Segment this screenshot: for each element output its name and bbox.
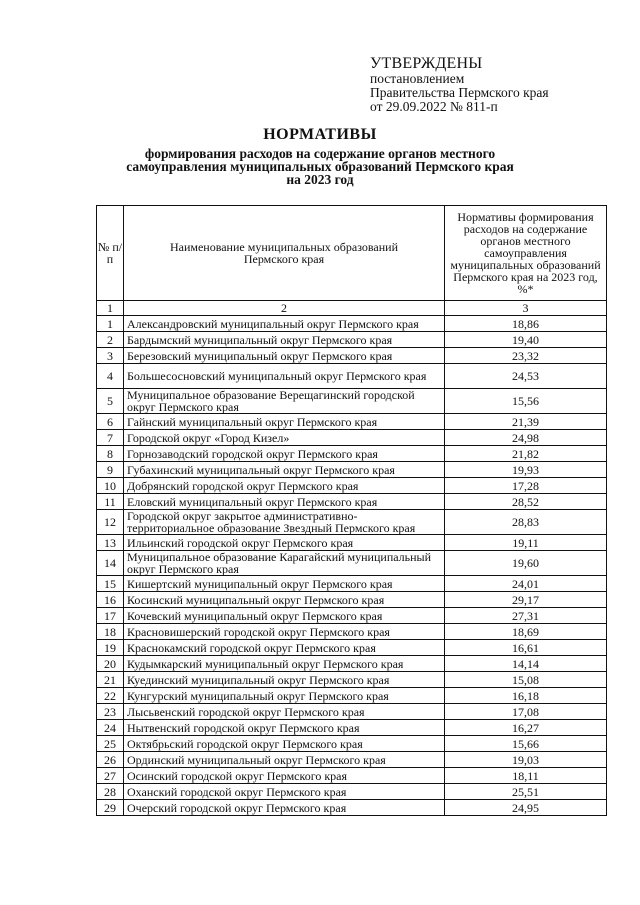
document-title: НОРМАТИВЫ — [263, 126, 377, 143]
row-number: 5 — [97, 389, 124, 414]
row-number: 9 — [97, 462, 124, 478]
norms-table — [96, 205, 607, 816]
row-value: 24,53 — [445, 364, 607, 389]
row-value: 19,03 — [445, 752, 607, 768]
row-number: 29 — [97, 800, 124, 816]
row-value: 16,27 — [445, 720, 607, 736]
row-number: 23 — [97, 704, 124, 720]
row-value: 28,83 — [445, 510, 607, 535]
row-value: 16,61 — [445, 640, 607, 656]
row-number: 3 — [97, 348, 124, 364]
row-value: 24,98 — [445, 430, 607, 446]
row-number: 27 — [97, 768, 124, 784]
row-value: 14,14 — [445, 656, 607, 672]
row-number: 15 — [97, 576, 124, 592]
row-number: 21 — [97, 672, 124, 688]
row-number: 1 — [97, 316, 124, 332]
row-value: 29,17 — [445, 592, 607, 608]
header-num: № п/п — [97, 206, 124, 301]
row-number: 14 — [97, 551, 124, 576]
row-municipality: Городской округ «Город Кизел» — [124, 430, 445, 446]
row-number: 19 — [97, 640, 124, 656]
row-municipality: Ординский муниципальный округ Пермского края — [124, 752, 445, 768]
row-value: 23,32 — [445, 348, 607, 364]
row-municipality: Бардымский муниципальный округ Пермского края — [124, 332, 445, 348]
table-row — [97, 414, 607, 430]
table-row — [97, 736, 607, 752]
row-municipality: Кочевский муниципальный округ Пермского края — [124, 608, 445, 624]
row-municipality: Еловский муниципальный округ Пермского края — [124, 494, 445, 510]
table-row — [97, 720, 607, 736]
row-value: 17,28 — [445, 478, 607, 494]
row-municipality: Кунгурский муниципальный округ Пермского края — [124, 688, 445, 704]
row-municipality: Муниципальное образование Верещагинский городской округ Пермского края — [124, 389, 445, 414]
table-row — [97, 688, 607, 704]
row-municipality: Гайнский муниципальный округ Пермского края — [124, 414, 445, 430]
row-value: 25,51 — [445, 784, 607, 800]
row-value: 18,69 — [445, 624, 607, 640]
row-municipality: Косинский муниципальный округ Пермского края — [124, 592, 445, 608]
table-row — [97, 752, 607, 768]
row-number: 12 — [97, 510, 124, 535]
row-municipality: Нытвенский городской округ Пермского края — [124, 720, 445, 736]
approval-date: от 29.09.2022 № 811-п — [370, 99, 498, 114]
row-value: 16,18 — [445, 688, 607, 704]
row-value: 15,56 — [445, 389, 607, 414]
approval-line: постановлением — [370, 71, 465, 86]
table-row — [97, 510, 607, 535]
row-value: 15,66 — [445, 736, 607, 752]
row-municipality: Кудымкарский муниципальный округ Пермского края — [124, 656, 445, 672]
row-municipality: Красновишерский городской округ Пермского края — [124, 624, 445, 640]
row-value: 21,39 — [445, 414, 607, 430]
table-row — [97, 624, 607, 640]
row-value: 18,86 — [445, 316, 607, 332]
row-number: 6 — [97, 414, 124, 430]
row-number: 13 — [97, 535, 124, 551]
table-row — [97, 494, 607, 510]
table-header-row — [97, 206, 607, 301]
table-row — [97, 608, 607, 624]
row-municipality: Муниципальное образование Карагайский муниципальный округ Пермского края — [124, 551, 445, 576]
column-index-row — [97, 301, 607, 316]
table-row — [97, 364, 607, 389]
row-municipality: Ильинский городской округ Пермского края — [124, 535, 445, 551]
row-number: 17 — [97, 608, 124, 624]
row-value: 19,40 — [445, 332, 607, 348]
row-number: 24 — [97, 720, 124, 736]
row-municipality: Кишертский муниципальный округ Пермского края — [124, 576, 445, 592]
row-value: 19,60 — [445, 551, 607, 576]
row-number: 20 — [97, 656, 124, 672]
table-row — [97, 784, 607, 800]
row-value: 15,08 — [445, 672, 607, 688]
row-municipality: Осинский городской округ Пермского края — [124, 768, 445, 784]
row-value: 24,01 — [445, 576, 607, 592]
row-value: 24,95 — [445, 800, 607, 816]
row-municipality: Александровский муниципальный округ Пермского края — [124, 316, 445, 332]
row-municipality: Куединский муниципальный округ Пермского края — [124, 672, 445, 688]
column-index: 2 — [124, 301, 445, 316]
row-number: 28 — [97, 784, 124, 800]
table-row — [97, 704, 607, 720]
row-number: 22 — [97, 688, 124, 704]
table-row — [97, 446, 607, 462]
row-number: 8 — [97, 446, 124, 462]
table-row — [97, 800, 607, 816]
row-number: 25 — [97, 736, 124, 752]
row-municipality: Лысьвенский городской округ Пермского края — [124, 704, 445, 720]
table-row — [97, 656, 607, 672]
row-number: 11 — [97, 494, 124, 510]
table-row — [97, 332, 607, 348]
row-municipality: Оханский городской округ Пермского края — [124, 784, 445, 800]
approval-block — [370, 56, 630, 114]
row-value: 19,93 — [445, 462, 607, 478]
subtitle-line: на 2023 год — [286, 172, 354, 187]
row-value: 21,82 — [445, 446, 607, 462]
header-name: Наименование муниципальных образований Пермского края — [124, 206, 445, 301]
row-value: 27,31 — [445, 608, 607, 624]
row-municipality: Березовский муниципальный округ Пермского края — [124, 348, 445, 364]
row-value: 17,08 — [445, 704, 607, 720]
table-row — [97, 316, 607, 332]
table-row — [97, 478, 607, 494]
row-number: 16 — [97, 592, 124, 608]
header-value: Нормативы формирования расходов на содержание органов местного самоуправления муниципальных образований Пермского края на 2023 год, %* — [445, 206, 607, 301]
row-number: 26 — [97, 752, 124, 768]
table-row — [97, 535, 607, 551]
row-number: 2 — [97, 332, 124, 348]
row-number: 7 — [97, 430, 124, 446]
row-municipality: Большесосновский муниципальный округ Пермского края — [124, 364, 445, 389]
row-number: 10 — [97, 478, 124, 494]
row-value: 28,52 — [445, 494, 607, 510]
subtitle-line: самоуправления муниципальных образований Пермского края — [126, 159, 514, 174]
row-value: 19,11 — [445, 535, 607, 551]
table-row — [97, 592, 607, 608]
table-row — [97, 768, 607, 784]
row-number: 4 — [97, 364, 124, 389]
row-municipality: Краснокамский городской округ Пермского края — [124, 640, 445, 656]
table-row — [97, 640, 607, 656]
row-municipality: Очерский городской округ Пермского края — [124, 800, 445, 816]
document-subtitle — [0, 147, 640, 186]
table-row — [97, 430, 607, 446]
column-index: 1 — [97, 301, 124, 316]
column-index: 3 — [445, 301, 607, 316]
table-row — [97, 551, 607, 576]
row-municipality: Добрянский городской округ Пермского края — [124, 478, 445, 494]
row-value: 18,11 — [445, 768, 607, 784]
row-number: 18 — [97, 624, 124, 640]
row-municipality: Губахинский муниципальный округ Пермского края — [124, 462, 445, 478]
row-municipality: Октябрьский городской округ Пермского края — [124, 736, 445, 752]
row-municipality: Горнозаводский городской округ Пермского края — [124, 446, 445, 462]
subtitle-line: формирования расходов на содержание органов местного — [144, 146, 496, 161]
approval-line: Правительства Пермского края — [370, 85, 549, 100]
table-row — [97, 672, 607, 688]
table-row — [97, 576, 607, 592]
table-row — [97, 462, 607, 478]
table-row — [97, 389, 607, 414]
table-row — [97, 348, 607, 364]
approval-heading: УТВЕРЖДЕНЫ — [370, 55, 483, 72]
row-municipality: Городской округ закрытое административно-территориальное образование Звездный Пермского края — [124, 510, 445, 535]
